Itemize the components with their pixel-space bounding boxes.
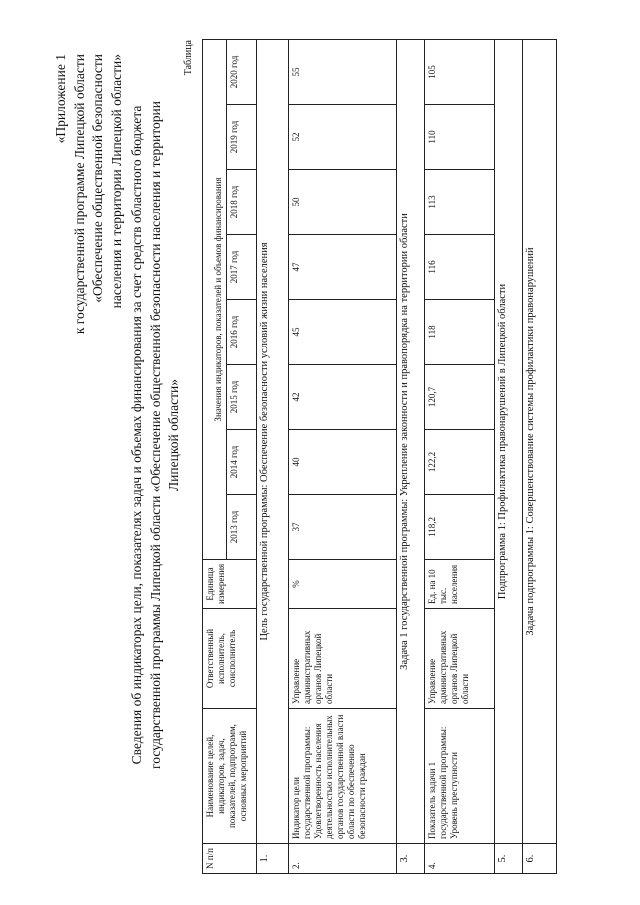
table-row <box>289 39 397 873</box>
table-row <box>425 39 495 873</box>
value-cell: 52 <box>289 105 397 170</box>
value-cell: 55 <box>289 39 397 104</box>
header-year: 2019 год <box>227 105 257 170</box>
value-cell: 37 <box>289 495 397 560</box>
responsible-executor: Управление административных органов Липецкой области <box>425 609 495 709</box>
goal-row-text: Цель государственной программы: Обеспечение безопасности условий жизни населения <box>257 39 289 843</box>
table-label: Таблица <box>183 40 194 76</box>
row-num: 1. <box>257 844 289 874</box>
header-year: 2018 год <box>227 170 257 235</box>
value-cell: 47 <box>289 235 397 300</box>
header-year: 2015 год <box>227 365 257 430</box>
table-row <box>495 39 523 873</box>
header-year: 2020 год <box>227 39 257 104</box>
document-heading <box>128 85 184 785</box>
header-values: Значения индикаторов, показателей и объемов финансирования <box>203 39 227 559</box>
appendix-block <box>52 54 126 534</box>
value-cell: 118,2 <box>425 495 495 560</box>
responsible-executor: Управление административных органов Липецкой области <box>289 609 397 709</box>
indicators-table <box>202 39 557 874</box>
header-name: Наименование целей, индикаторов, задач, показателей, подпрограмм, основных мероприятий <box>203 709 257 844</box>
row-num: 2. <box>289 844 397 874</box>
header-year: 2013 год <box>227 495 257 560</box>
header-year: 2016 год <box>227 300 257 365</box>
value-cell: 42 <box>289 365 397 430</box>
header-year: 2014 год <box>227 430 257 495</box>
row-num: 6. <box>523 844 557 874</box>
value-cell: 40 <box>289 430 397 495</box>
value-cell: 45 <box>289 300 397 365</box>
value-cell: 110 <box>425 105 495 170</box>
heading-line-3: Липецкой области» <box>166 379 181 491</box>
unit-cell: % <box>289 560 397 609</box>
table-row <box>523 39 557 873</box>
value-cell: 118 <box>425 300 495 365</box>
heading-line-1: Сведения об индикаторах цели, показателях задач и объемах финансирования за счет средств областного бюджета <box>129 105 144 765</box>
header-unit: Единица измерения <box>203 560 257 609</box>
appendix-line-1: «Приложение 1 <box>53 54 68 144</box>
table-row <box>397 39 425 873</box>
header-year: 2017 год <box>227 235 257 300</box>
value-cell: 122,2 <box>425 430 495 495</box>
value-cell: 105 <box>425 39 495 104</box>
appendix-line-4: населения и территории Липецкой области» <box>108 54 124 309</box>
row-num: 4. <box>425 844 495 874</box>
value-cell: 113 <box>425 170 495 235</box>
indicator-name: Индикатор цели государственной программы: Удовлетворенность населения деятельностью исполнительных органов государственной власти области по обеспечению безопасности граждан <box>289 709 397 844</box>
value-cell: 120,7 <box>425 365 495 430</box>
table-row <box>257 39 289 873</box>
row-num: 3. <box>397 844 425 874</box>
appendix-line-2: к государственной программе Липецкой области <box>71 54 87 335</box>
value-cell: 116 <box>425 235 495 300</box>
subprogram-row-text: Подпрограмма 1: Профилактика правонарушений в Липецкой области <box>495 39 523 843</box>
subprogram-task-row-text: Задача подпрограммы 1: Совершенствование системы профилактики правонарушений <box>523 39 557 843</box>
appendix-line-3: «Обеспечение общественной безопасности <box>90 54 105 303</box>
task-row-text: Задача 1 государственной программы: Укрепление законности и правопорядка на территории области <box>397 39 425 843</box>
header-num: N п/п <box>203 844 257 874</box>
indicator-name: Показатель задачи 1 государственной программы: Уровень преступности <box>425 709 495 844</box>
row-num: 5. <box>495 844 523 874</box>
header-responsible: Ответственный исполнитель, соисполнитель <box>203 609 257 709</box>
unit-cell: Ед. на 10 тыс. населения <box>425 560 495 609</box>
heading-line-2: государственной программы Липецкой области «Обеспечение общественной безопасности населения и территории <box>147 101 163 769</box>
value-cell: 50 <box>289 170 397 235</box>
